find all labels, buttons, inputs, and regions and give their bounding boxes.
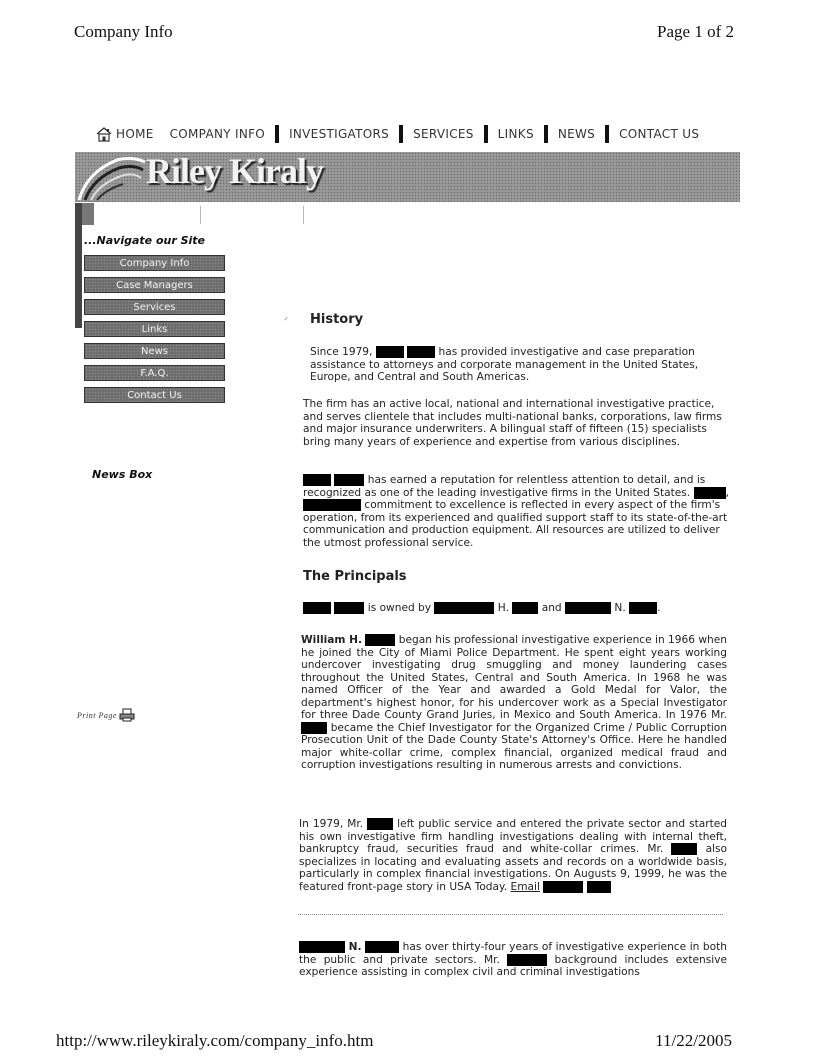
nav-contact-us[interactable] — [619, 127, 699, 141]
sidebar-button-faq[interactable]: F.A.Q. — [84, 365, 225, 381]
william-paragraph-2 — [299, 818, 727, 893]
text-run: is owned by — [367, 602, 432, 614]
sidebar-button-contact-us[interactable]: Contact Us — [84, 387, 225, 403]
sidebar-button-news[interactable]: News — [84, 343, 225, 359]
second-principal-paragraph — [299, 941, 727, 979]
redaction-box — [565, 602, 611, 614]
redaction-box — [434, 602, 494, 614]
nav-home[interactable] — [96, 127, 154, 142]
nav-separator — [275, 125, 279, 143]
home-icon — [96, 127, 112, 142]
text-run: N. — [614, 602, 626, 614]
redaction-box — [303, 499, 361, 511]
email-link[interactable]: Email — [510, 880, 540, 893]
sidebar-button-case-managers[interactable]: Case Managers — [84, 277, 225, 293]
redaction-box — [334, 602, 364, 614]
nav-company-info-label: COMPANY INFO — [169, 127, 266, 141]
text-run: became the Chief Investigator for the Organized Crime / Public Corruption Prosecution Unit of the Dade County State's Attorney's Office. Here he handled major white-collar crime, complex financial, organized medical fraud and corruption investigations resulting in numerous arrests and convictions. — [301, 721, 727, 771]
redaction-box — [376, 346, 404, 358]
william-paragraph-1 — [301, 634, 727, 772]
redaction-box — [543, 881, 583, 893]
history-paragraph-1 — [310, 346, 728, 384]
print-footer-date: 11/22/2005 — [655, 1031, 732, 1050]
text-run: background includes extensive experience assisting in complex civil and criminal investigations — [299, 953, 727, 978]
divider — [298, 914, 723, 915]
text-run: H. — [497, 602, 509, 614]
redaction-box — [671, 843, 697, 855]
redaction-box — [694, 487, 726, 499]
redaction-box — [365, 941, 399, 953]
top-navigation — [96, 124, 699, 144]
redaction-box — [334, 474, 364, 486]
sidebar-button-company-info[interactable]: Company Info — [84, 255, 225, 271]
print-page-link[interactable] — [77, 708, 135, 722]
redaction-box — [512, 602, 538, 614]
divider — [200, 206, 201, 224]
sidebar-button-links[interactable]: Links — [84, 321, 225, 337]
sidebar-accent-bar — [75, 203, 82, 328]
nav-separator — [484, 125, 488, 143]
ownership-line — [303, 602, 731, 615]
nav-separator — [544, 125, 548, 143]
redaction-box — [367, 818, 393, 830]
redaction-box — [407, 346, 435, 358]
print-header-title: Company Info — [74, 22, 173, 41]
text-run: left public service and entered the private sector and started his own investigative firm handling investigations dealing with internal theft, bankruptcy fraud, securities fraud and white-collar crimes. Mr. — [299, 818, 727, 855]
nav-separator — [605, 125, 609, 143]
nav-news-label: NEWS — [557, 127, 596, 141]
redaction-box — [299, 941, 345, 953]
text-run: In 1979, Mr. — [299, 818, 364, 830]
nav-investigators-label: INVESTIGATORS — [289, 127, 390, 141]
text-run: , — [725, 486, 729, 499]
print-footer-url: http://www.rileykiraly.com/company_info.htm — [56, 1031, 374, 1050]
redaction-box — [301, 722, 327, 734]
text-run: has earned a reputation for relentless attention to detail, and is recognized as one of the leading investigative firms in the United States. — [303, 474, 706, 499]
history-paragraph-3 — [303, 474, 731, 549]
redaction-box — [303, 602, 331, 614]
redaction-box — [303, 474, 331, 486]
nav-contact-us-label: CONTACT US — [619, 127, 700, 141]
principal-name: William H. — [301, 634, 362, 646]
text-run: and — [541, 602, 562, 614]
history-paragraph-2: The firm has an active local, national and international investigative practice, and serves clientele that includes multi-national banks, corporations, law firms and major insurance underwriters. A bilingual staff of fifteen (15) specialists bring many years of experience and expertise from various disciplines. — [303, 398, 722, 448]
print-page-label: Print Page — [77, 710, 117, 720]
nav-services[interactable] — [413, 127, 474, 141]
nav-services-label: SERVICES — [413, 127, 474, 141]
divider — [303, 206, 304, 224]
nav-investigators[interactable] — [289, 127, 389, 141]
text-run: began his professional investigative experience in 1966 when he joined the City of Miami Police Department. He spent eight years working undercover investigating drug smuggling and money laundering cases throughout the United States, Central and South America. In 1968 he was named Officer of the Year and awarded a Gold Medal for Valor, the department's highest honor, for his undercover work as a Special Investigator for three Dade County Grand Juries, in Mexico and South America. In 1976 Mr. — [301, 634, 727, 721]
text-run: also specializes in locating and evaluating assets and records on a worldwide basis, particularly in complex financial investigations. On Augusts 9, 1999, he was the featured front-page story in USA Today. — [299, 843, 727, 893]
nav-links-label: LINKS — [497, 127, 534, 141]
print-header-page: Page 1 of 2 — [657, 22, 734, 41]
redaction-box — [629, 602, 657, 614]
nav-separator — [399, 125, 403, 143]
redaction-box — [587, 881, 611, 893]
nav-home-label: HOME — [116, 127, 154, 141]
redaction-box — [507, 954, 547, 966]
nav-company-info[interactable] — [170, 127, 265, 141]
printer-icon — [119, 708, 135, 722]
site-logo[interactable]: Riley Kiraly — [146, 151, 323, 191]
news-box-heading: News Box — [92, 468, 153, 481]
text-run: Since 1979, — [310, 346, 373, 358]
nav-links[interactable] — [498, 127, 534, 141]
principal-name: N. — [348, 941, 362, 953]
history-heading: History — [310, 312, 364, 327]
decorative-mark — [284, 317, 290, 323]
logo-swoosh-icon — [77, 152, 147, 202]
text-run: has provided investigative and case preparation assistance to attorneys and corporate management in the United States, Europe, and Central and South Americas. — [310, 346, 699, 383]
sidebar-button-services[interactable]: Services — [84, 299, 225, 315]
sidebar-caption: ...Navigate our Site — [84, 234, 206, 247]
text-run: . — [657, 602, 661, 614]
text-run: commitment to excellence is reflected in every aspect of the firm's operation, from its experienced and qualified support staff to its state-of-the-art communication and production equipment. All resources are utilized to deliver the utmost professional service. — [303, 499, 728, 549]
nav-news[interactable] — [558, 127, 595, 141]
redaction-box — [365, 634, 395, 646]
text-run: has over thirty-four years of investigative experience in both the public and private sectors. Mr. — [299, 941, 727, 966]
sidebar-accent-block — [82, 203, 94, 225]
principals-heading: The Principals — [303, 569, 407, 584]
